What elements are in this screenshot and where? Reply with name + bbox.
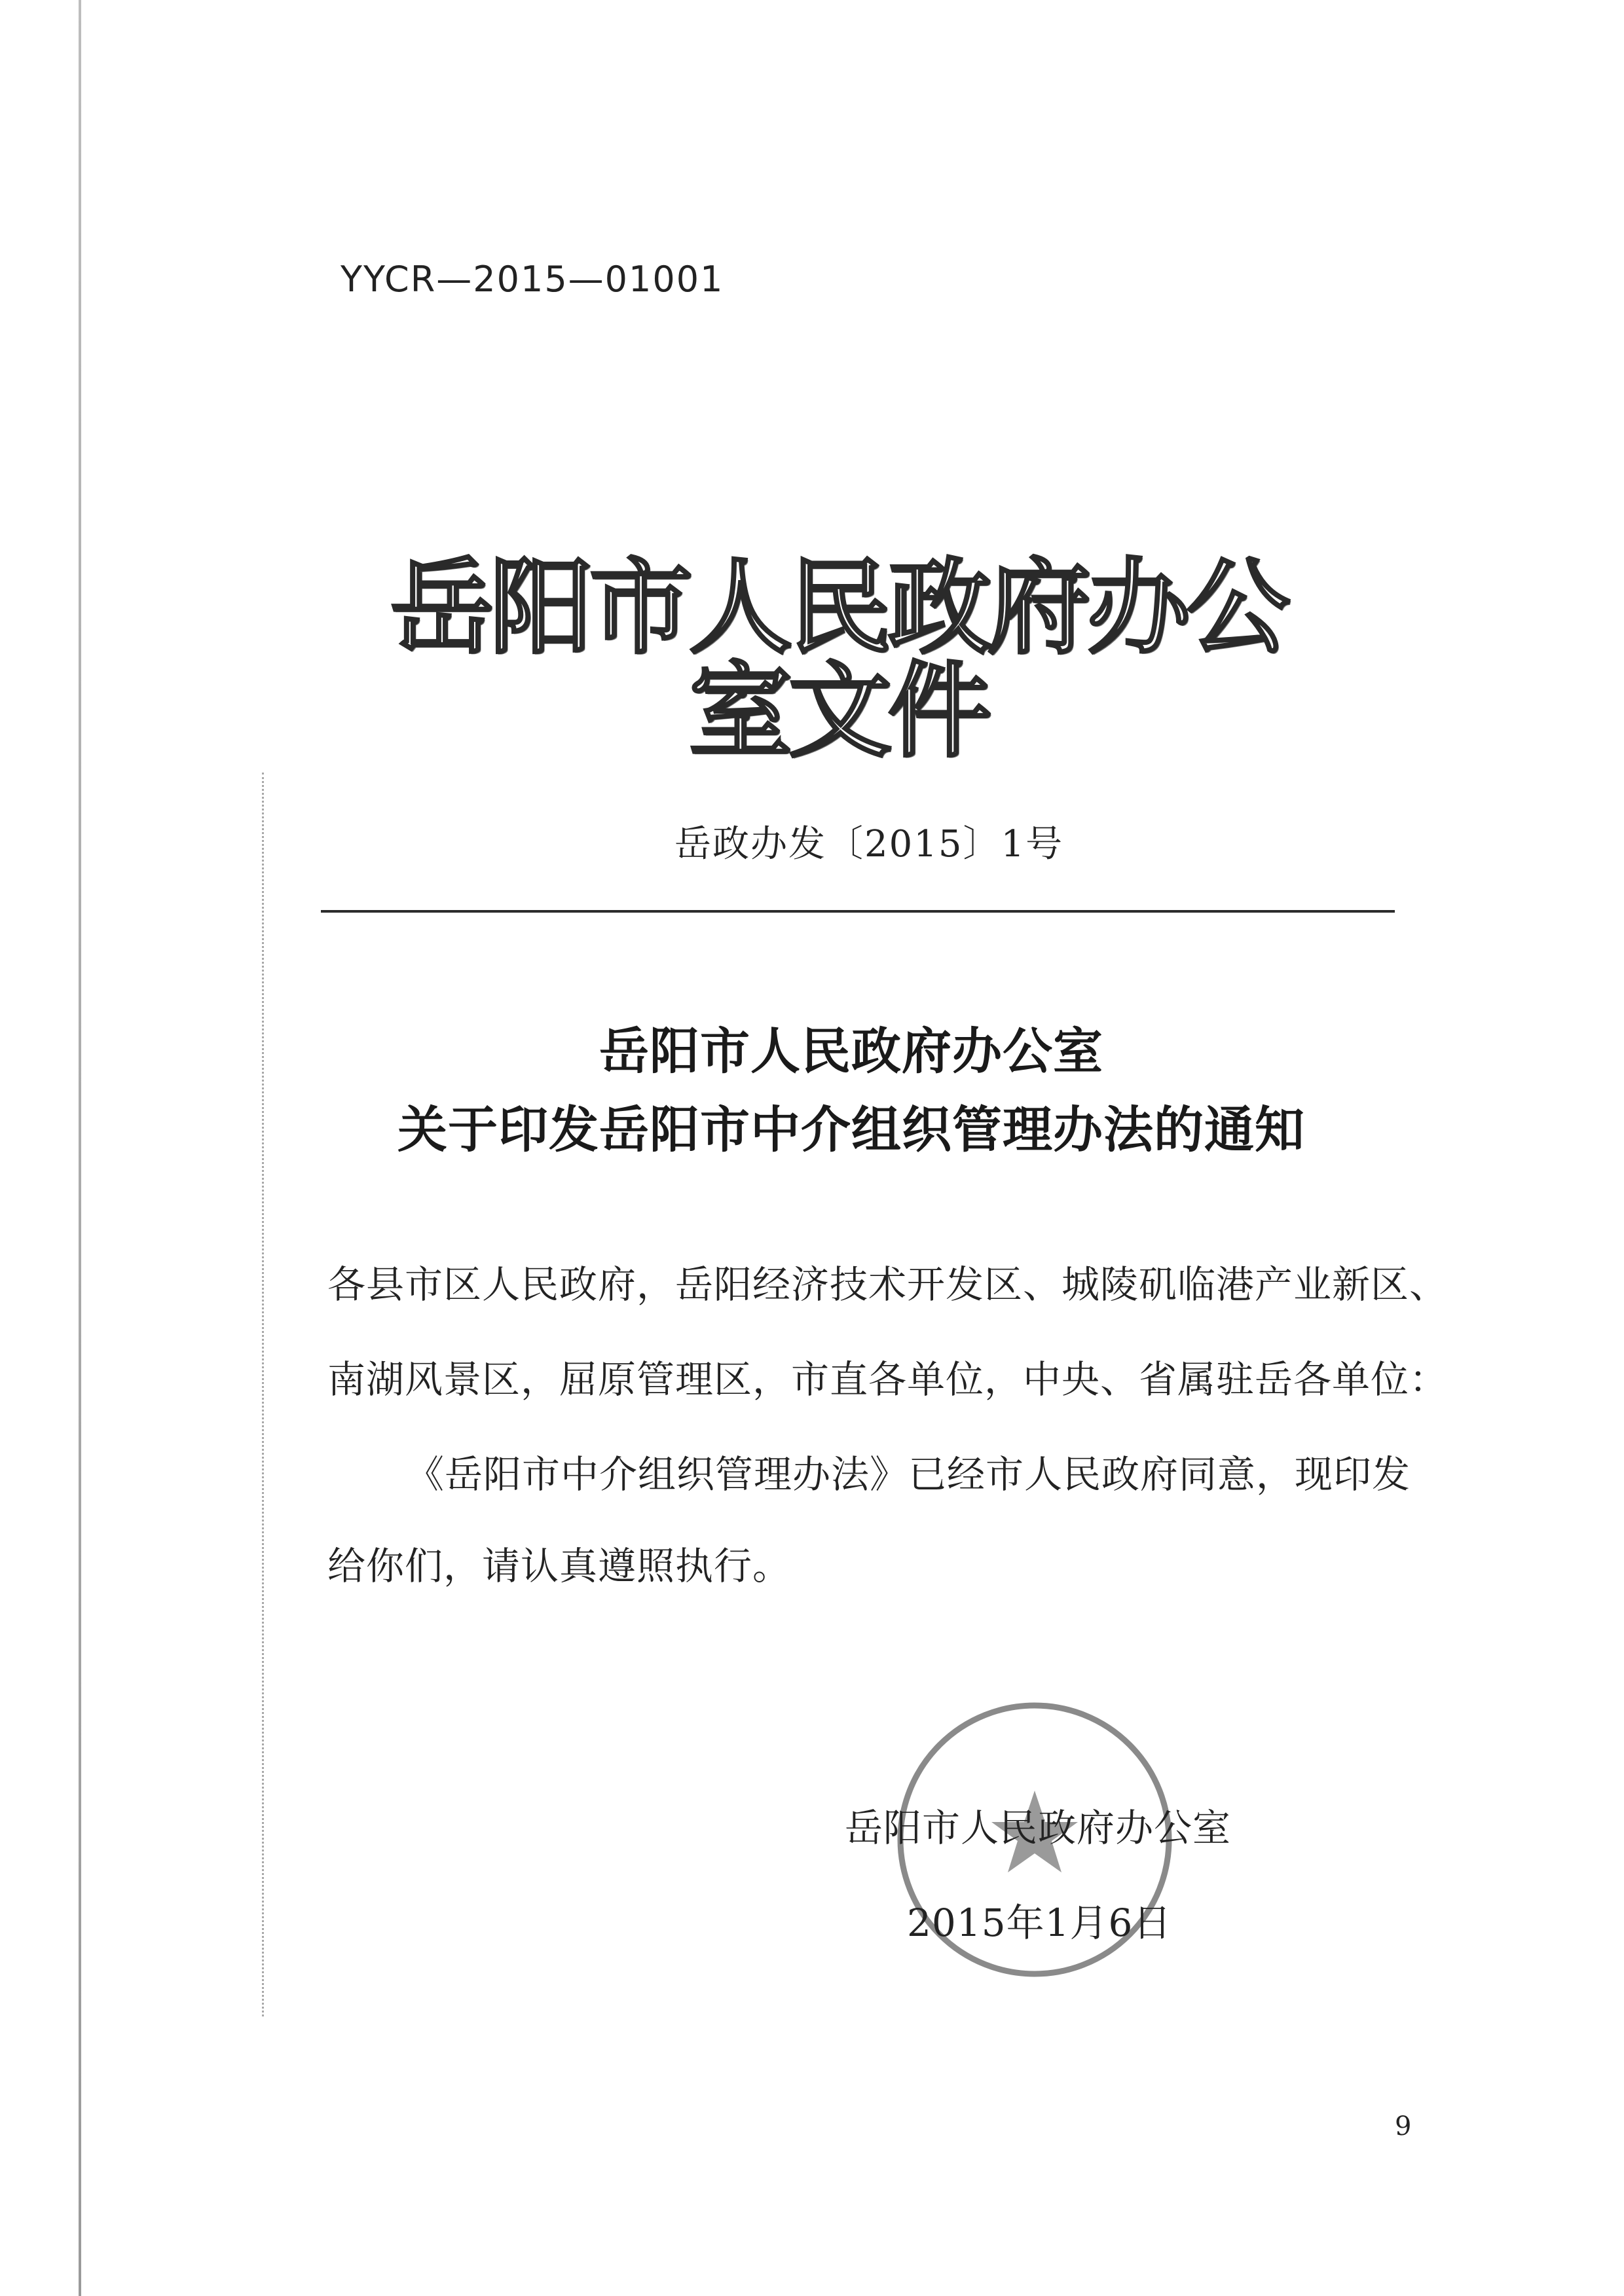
signature-date: 2015年1月6日 [907, 1901, 1172, 1945]
signature-organization: 岳阳市人民政府办公室 [845, 1806, 1232, 1850]
document-code: YYCR—2015—01001 [341, 259, 724, 300]
binding-dotted-line [262, 773, 266, 2016]
masthead-title: 岳阳市人民政府办公室文件 [390, 547, 1286, 772]
body-text-line: 各县市区人民政府，岳阳经济技术开发区、城陵矶临港产业新区、 [327, 1262, 1449, 1307]
notice-title-line-1: 岳阳市人民政府办公室 [599, 1022, 1103, 1080]
notice-title-line-2: 关于印发岳阳市中介组织管理办法的通知 [397, 1101, 1305, 1159]
body-text-line: 南湖风景区，屈原管理区，市直各单位，中央、省属驻岳各单位： [327, 1357, 1449, 1402]
scan-edge-line [79, 0, 81, 2296]
page-number: 9 [1395, 2111, 1412, 2141]
header-divider [321, 910, 1395, 913]
document-number: 岳政办发〔2015〕1号 [674, 823, 1064, 866]
body-text-line: 给你们，请认真遵照执行。 [327, 1544, 792, 1588]
body-text-line: 《岳阳市中介组织管理办法》已经市人民政府同意，现印发 [406, 1452, 1411, 1497]
